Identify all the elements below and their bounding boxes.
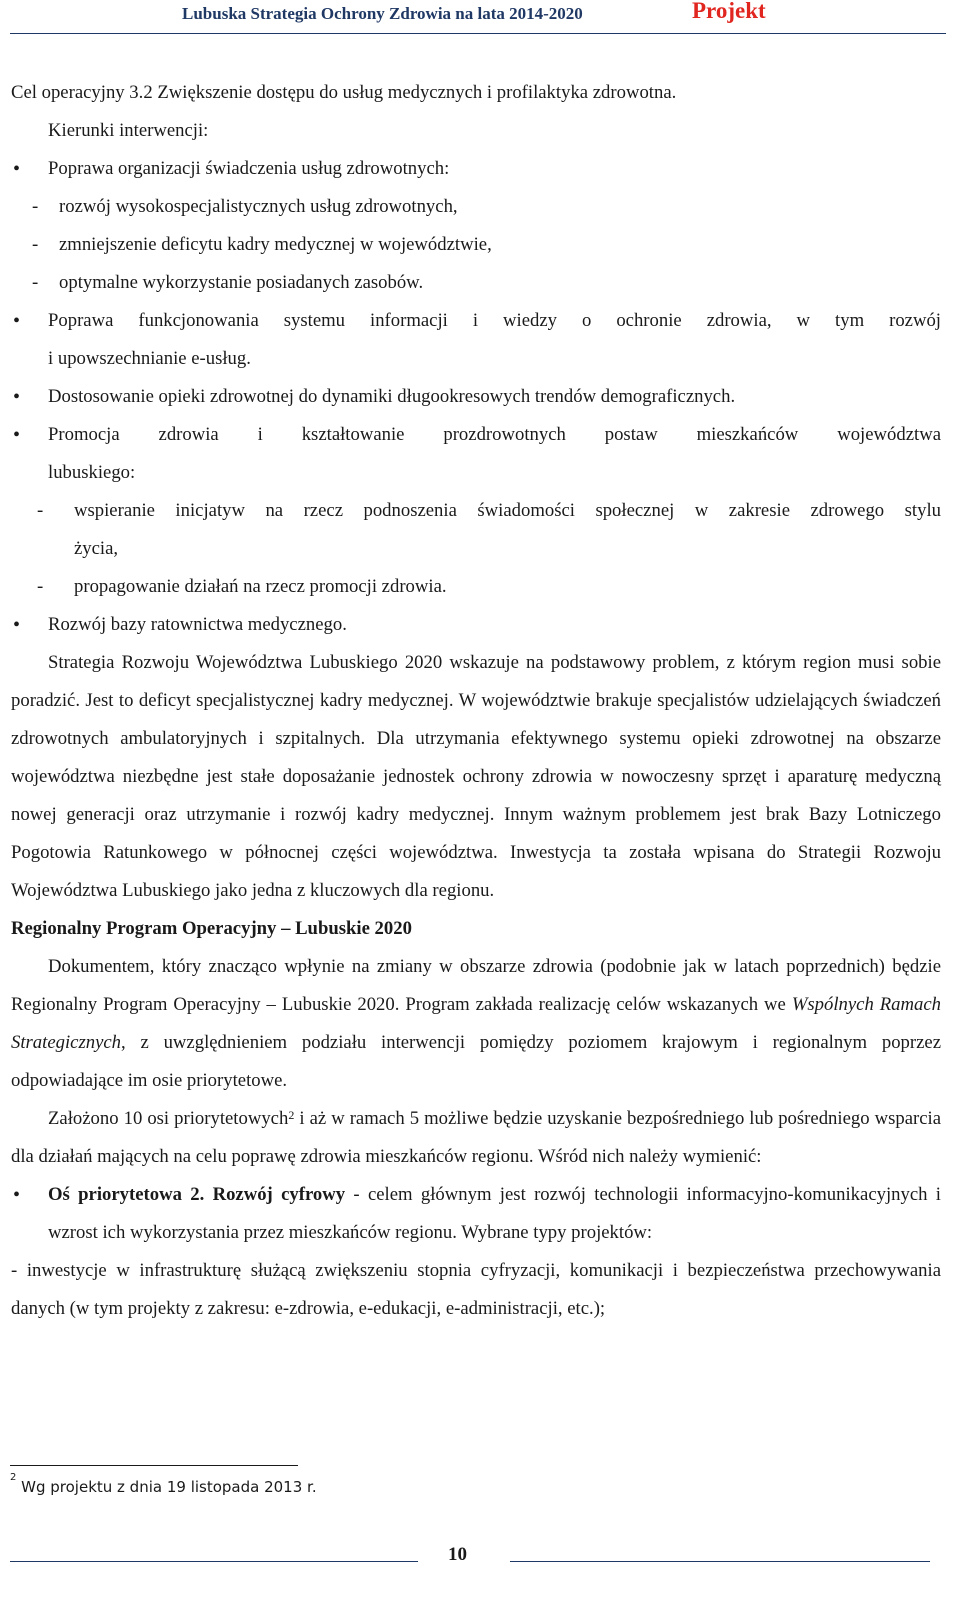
strategy-paragraph: Strategia Rozwoju Województwa Lubuskiego 2020 wskazuje na podstawowy problem, z którym region musi sobie poradzić. Jest to deficyt specjalistycznej kadry medycznej. W województwie brakuje specjalistów udzielających świadczeń zdrowotnych ambulatoryjnych i szpitalnych. Dla utrzymania efektywnego systemu opieki zdrowotnej na obszarze województwa niezbędne jest stałe doposażanie jednostek ochrony zdrowia w nowoczesny sprzęt i aparaturę medyczną nowej generacji oraz utrzymanie i rozwój kadry medycznej. Innym ważnym problemem jest brak Bazy Lotniczego Pogotowia Ratunkowego w północnej części województwa. Inwestycja ta została wpisana do Strategii Rozwoju Województwa Lubuskiego jako jedna z kluczowych dla regionu. <box>11 652 941 901</box>
bullet-icon: • <box>13 310 21 332</box>
bullet-icon: • <box>13 424 21 446</box>
list-subitem-continuation: życia, <box>74 538 119 559</box>
bullet-icon: • <box>13 158 21 180</box>
list-item: • Promocja zdrowia i kształtowanie prozdrowotnych postaw mieszkańców województwa <box>11 416 941 454</box>
footer-rule-left <box>10 1561 418 1562</box>
dash-icon: - <box>32 234 39 255</box>
list-subitem: - optymalne wykorzystanie posiadanych zasobów. <box>11 264 941 302</box>
page-header <box>0 0 960 36</box>
list-subitem: - zmniejszenie deficytu kadry medycznej w województwie, <box>11 226 941 264</box>
header-rule <box>10 33 946 34</box>
draft-stamp: Projekt <box>692 0 766 23</box>
investment-item: - inwestycje w infrastrukturę służącą zwiększeniu stopnia cyfryzacji, komunikacji i bezpieczeństwa przechowywania danych (w tym projekty z zakresu: e-zdrowia, e-edukacji, e-administracji, etc.); <box>11 1260 941 1319</box>
list-subitem: - rozwój wysokospecjalistycznych usług zdrowotnych, <box>11 188 941 226</box>
list-subitem: - wspieranie inicjatyw na rzecz podnoszenia świadomości społecznej w zakresie zdrowego stylu <box>11 492 941 530</box>
list-subitem: - propagowanie działań na rzecz promocji zdrowia. <box>11 568 941 606</box>
bullet-icon: • <box>13 614 21 636</box>
dash-icon: - <box>37 576 44 597</box>
list-item-continuation: i upowszechnianie e-usług. <box>48 348 251 369</box>
axis-title: Oś priorytetowa 2. Rozwój cyfrowy <box>48 1184 346 1205</box>
italic-term: Wspólnych Ramach Strategicznych <box>11 994 941 1053</box>
document-body <box>11 74 941 1328</box>
list-item: • Dostosowanie opieki zdrowotnej do dynamiki długookresowych trendów demograficznych. <box>11 378 941 416</box>
list-item: • Poprawa funkcjonowania systemu informacji i wiedzy o ochronie zdrowia, w tym rozwój <box>11 302 941 340</box>
header-title: Lubuska Strategia Ochrony Zdrowia na lata 2014-2020 <box>182 4 583 23</box>
footnote-ref[interactable]: 2 <box>288 1108 295 1122</box>
list-item: • Oś priorytetowa 2. Rozwój cyfrowy - celem głównym jest rozwój technologii informacyjno-komunikacyjnych i wzrost ich wykorzystania przez mieszkańców regionu. Wybrane typy projektów: <box>11 1176 941 1252</box>
dash-icon: - <box>37 500 44 521</box>
list-item-continuation: lubuskiego: <box>48 462 136 483</box>
rpo-paragraph: Dokumentem, który znacząco wpłynie na zmiany w obszarze zdrowia (podobnie jak w latach poprzednich) będzie Regionalny Program Operacyjny – Lubuskie 2020. Program zakłada realizację celów wskazanych we Wspólnych Ramach Strategicznych, z uwzględnieniem podziału interwencji pomiędzy poziomem krajowym i regionalnym poprzez odpowiadające im osie priorytetowe. <box>11 956 941 1091</box>
dash-icon: - <box>32 272 39 293</box>
footnote: $^2$ Wg projektu z dnia 19 listopada 2013 r. <box>10 1472 317 1496</box>
footnote-rule <box>10 1465 298 1466</box>
directions-label: Kierunki interwencji: <box>48 120 209 141</box>
footer-rule-right <box>510 1561 930 1562</box>
bullet-icon: • <box>13 1184 21 1206</box>
operational-goal: Cel operacyjny 3.2 Zwiększenie dostępu do usług medycznych i profilaktyka zdrowotna. <box>11 82 677 103</box>
list-item: • Poprawa organizacji świadczenia usług zdrowotnych: <box>11 150 941 188</box>
rpo-heading: Regionalny Program Operacyjny – Lubuskie 2020 <box>11 918 412 939</box>
dash-icon: - <box>32 196 39 217</box>
page-number: 10 <box>448 1544 467 1565</box>
axes-paragraph: Założono 10 osi priorytetowych$^2$ i aż w ramach 5 możliwe będzie uzyskanie bezpośredniego lub pośredniego wsparcia dla działań mających na celu poprawę zdrowia mieszkańców regionu. Wśród nich należy wymienić: <box>11 1108 941 1167</box>
list-item: • Rozwój bazy ratownictwa medycznego. <box>11 606 941 644</box>
bullet-icon: • <box>13 386 21 408</box>
